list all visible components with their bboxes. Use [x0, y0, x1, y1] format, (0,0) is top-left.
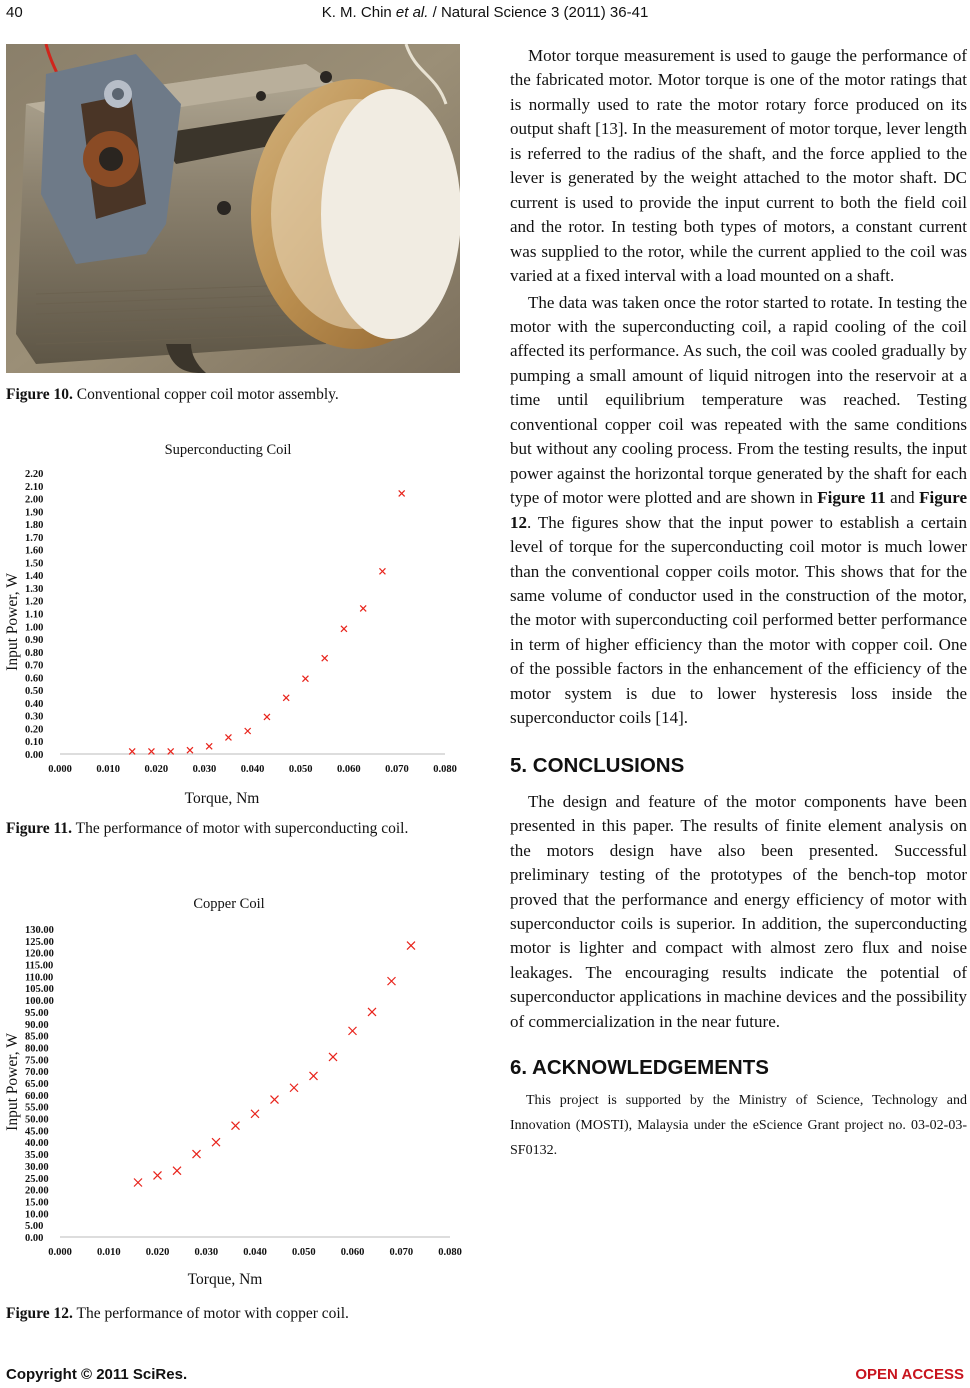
y-tick-label: 45.00 — [25, 1126, 49, 1138]
x-tick-label: 0.050 — [288, 764, 313, 775]
data-point — [225, 734, 231, 740]
data-point — [251, 1110, 259, 1118]
data-point — [154, 1171, 162, 1179]
y-tick-label: 30.00 — [25, 1161, 49, 1173]
y-tick-label: 55.00 — [25, 1102, 49, 1114]
x-tick-label: 0.040 — [240, 764, 265, 775]
y-tick-label: 75.00 — [25, 1055, 49, 1067]
y-tick-label: 0.40 — [25, 698, 44, 710]
copper-coil-chart-svg — [0, 885, 470, 1295]
y-tick-label: 70.00 — [25, 1067, 49, 1079]
figure10-caption — [6, 384, 461, 406]
y-tick-label: 1.10 — [25, 609, 44, 621]
page-number: 40 — [6, 4, 23, 21]
figure10-caption-text: Conventional copper coil motor assembly. — [72, 386, 339, 403]
data-point — [290, 1084, 298, 1092]
y-tick-label: 1.90 — [25, 507, 44, 519]
figure11-caption-text: The performance of motor with superconducting coil. — [72, 820, 409, 837]
superconducting-coil-chart-svg — [0, 430, 470, 810]
y-tick-label: 65.00 — [25, 1079, 49, 1090]
paragraph-testing-results-b: . The figures show that the input power to establish a certain level of torque for the superconducting coil motor is much lower than the conventional copper coils motor. This shows that for the same volume of conductor used in the construction of the motor, the motor with superconducting coil performed better performance in term of higher efficiency than the motor with copper coil. One of the possible factors in the enhancement of the efficiency of the motor system is due to lower hysteresis loss inside the superconductor coils [14]. — [510, 512, 967, 728]
x-tick-label: 0.080 — [433, 764, 457, 775]
y-tick-label: 2.10 — [25, 481, 44, 493]
x-tick-label: 0.070 — [385, 764, 409, 775]
data-point — [368, 1008, 376, 1016]
y-tick-label: 20.00 — [25, 1185, 49, 1197]
y-tick-label: 120.00 — [25, 948, 54, 960]
figure12-ref: Figure 12 — [510, 488, 967, 532]
data-point — [193, 1150, 201, 1158]
x-tick-label: 0.070 — [389, 1247, 414, 1258]
chart-title: Copper Coil — [193, 896, 265, 912]
superconducting-coil-chart — [0, 430, 470, 810]
y-tick-label: 1.00 — [25, 622, 44, 634]
copper-coil-chart — [0, 885, 470, 1295]
data-point — [134, 1179, 142, 1187]
right-column — [510, 44, 967, 1163]
x-tick-label: 0.010 — [96, 764, 120, 775]
figure11-caption — [6, 818, 461, 840]
chart-title: Superconducting Coil — [164, 442, 292, 458]
x-tick-label: 0.030 — [194, 1247, 219, 1258]
y-tick-label: 130.00 — [25, 925, 54, 936]
data-point — [245, 728, 251, 734]
x-tick-label: 0.010 — [96, 1247, 121, 1258]
y-tick-label: 10.00 — [25, 1209, 49, 1221]
running-head-authors: K. M. Chin — [321, 4, 396, 21]
x-tick-label: 0.000 — [48, 764, 72, 775]
y-axis-label: Input Power, W — [4, 573, 21, 671]
y-tick-label: 15.00 — [25, 1197, 49, 1209]
data-point — [264, 714, 270, 720]
paragraph-testing-results — [510, 291, 967, 731]
data-point — [349, 1027, 357, 1035]
y-tick-label: 115.00 — [25, 960, 54, 972]
y-tick-label: 0.30 — [25, 711, 44, 723]
data-point — [232, 1122, 240, 1130]
data-point — [341, 626, 347, 632]
motor-photo-illustration — [6, 44, 460, 373]
y-tick-label: 0.10 — [25, 737, 44, 749]
data-point — [283, 695, 289, 701]
y-tick-label: 25.00 — [25, 1173, 49, 1185]
y-axis-label: Input Power, W — [4, 1033, 21, 1131]
y-tick-label: 0.90 — [25, 635, 44, 647]
y-tick-label: 2.20 — [25, 469, 44, 480]
data-point — [206, 743, 212, 749]
figure11-label: Figure 11. — [6, 820, 73, 837]
y-tick-label: 0.80 — [25, 647, 44, 659]
figure10-label: Figure 10. — [6, 386, 73, 403]
data-point — [407, 942, 415, 950]
x-axis-label: Torque, Nm — [187, 1271, 263, 1288]
y-tick-label: 95.00 — [25, 1007, 49, 1019]
paragraph-and: and — [885, 488, 920, 508]
y-tick-label: 90.00 — [25, 1019, 49, 1031]
figure12-caption-text: The performance of motor with copper coil. — [72, 1305, 349, 1322]
paragraph-conclusions: The design and feature of the motor components have been presented in this paper. The results of finite element analysis on the motors design have also been presented. Successful preliminary testing of the prototypes of the bench-top motor proved that the performance and energy efficiency of motor with superconductor coils is superior. In addition, the superconducting motor is lighter and compact with almost zero flux and noise leakages. The encouraging results indicate the potential of superconductor applications in machine devices and the possibility of commercialization in the near future. — [510, 791, 967, 1031]
y-tick-label: 105.00 — [25, 984, 54, 996]
x-tick-label: 0.020 — [145, 1247, 170, 1258]
x-tick-label: 0.080 — [438, 1247, 462, 1258]
x-tick-label: 0.030 — [192, 764, 217, 775]
y-tick-label: 85.00 — [25, 1031, 49, 1043]
y-tick-label: 1.70 — [25, 532, 44, 544]
y-tick-label: 100.00 — [25, 996, 54, 1008]
data-point — [379, 568, 385, 574]
figure12-caption — [6, 1303, 461, 1325]
x-tick-label: 0.060 — [340, 1247, 365, 1258]
y-tick-label: 1.40 — [25, 571, 44, 583]
data-point — [302, 676, 308, 682]
copyright-notice: Copyright © 2011 SciRes. — [6, 1366, 188, 1383]
y-tick-label: 125.00 — [25, 936, 54, 948]
running-head-etal: et al. — [395, 4, 429, 21]
y-tick-label: 2.00 — [25, 494, 44, 506]
data-point — [399, 490, 405, 496]
data-point — [388, 977, 396, 985]
data-point — [322, 655, 328, 661]
x-tick-label: 0.040 — [243, 1247, 267, 1258]
y-tick-label: 60.00 — [25, 1090, 49, 1102]
x-tick-label: 0.000 — [48, 1247, 72, 1258]
data-point — [271, 1096, 279, 1104]
y-tick-label: 5.00 — [25, 1221, 44, 1233]
data-point — [360, 605, 366, 611]
y-tick-label: 35.00 — [25, 1150, 49, 1162]
open-access-label: OPEN ACCESS — [855, 1366, 964, 1383]
running-head-journal: / Natural Science 3 (2011) 36-41 — [428, 4, 649, 21]
figure11-ref: Figure 11 — [817, 488, 886, 508]
data-point — [310, 1072, 318, 1080]
x-tick-label: 0.020 — [144, 764, 169, 775]
paragraph-testing-results-a: The data was taken once the rotor started to rotate. In testing the motor with the superconducting coil, a rapid cooling of the coil affected its performance. As such, the coil was cooled gradually by pumping a small amount of liquid nitrogen into the reservoir at a time until equilibrium temperature was reached. Testing conventional copper coil was repeated with the same conditions but without any cooling process. From the testing results, the input power against the horizontal torque generated by the shaft for each type of motor were plotted and are shown in — [510, 292, 967, 508]
y-tick-label: 1.60 — [25, 545, 44, 557]
x-tick-label: 0.060 — [336, 764, 361, 775]
y-tick-label: 80.00 — [25, 1043, 49, 1055]
y-tick-label: 0.00 — [25, 1233, 44, 1244]
motor-assembly-photo — [6, 44, 460, 373]
page-header — [0, 0, 970, 28]
data-point — [329, 1053, 337, 1061]
y-tick-label: 1.50 — [25, 558, 44, 570]
data-point — [173, 1167, 181, 1175]
paragraph-torque-measurement: Motor torque measurement is used to gauge the performance of the fabricated motor. Motor torque is one of the motor ratings that is normally used to rate the motor rotary force produced on its output shaft [13]. In the measurement of motor torque, lever length is referred to the radius of the shaft, and the force applied to the lever is generated by the weight attached to the motor shaft. DC current is used to provide the input current to both the field coil and the rotor. In testing both types of motors, a constant current was supplied to the rotor, while the current applied to the coil was varied at a fixed interval with a load mounted on a shaft. — [510, 46, 967, 286]
y-tick-label: 110.00 — [25, 972, 54, 984]
y-tick-label: 0.70 — [25, 660, 44, 672]
y-tick-label: 0.60 — [25, 673, 44, 685]
y-tick-label: 1.20 — [25, 596, 44, 608]
y-tick-label: 40.00 — [25, 1138, 49, 1150]
data-point — [187, 747, 193, 753]
x-tick-label: 0.050 — [291, 1247, 316, 1258]
section-5-heading: 5. CONCLUSIONS — [510, 753, 685, 777]
data-point — [212, 1138, 220, 1146]
paragraph-acknowledgements: This project is supported by the Ministry of Science, Technology and Innovation (MOSTI), Malaysia under the eScience Grant project no. 03-02-03-SF0132. — [510, 1093, 967, 1159]
y-tick-label: 1.30 — [25, 583, 44, 595]
section-6-heading: 6. ACKNOWLEDGEMENTS — [510, 1056, 769, 1080]
y-tick-label: 1.80 — [25, 520, 44, 532]
y-tick-label: 0.00 — [25, 750, 44, 761]
y-tick-label: 50.00 — [25, 1114, 49, 1126]
running-head — [0, 4, 970, 21]
x-axis-label: Torque, Nm — [184, 790, 260, 807]
figure12-label: Figure 12. — [6, 1305, 73, 1322]
y-tick-label: 0.20 — [25, 724, 44, 736]
y-tick-label: 0.50 — [25, 686, 44, 698]
